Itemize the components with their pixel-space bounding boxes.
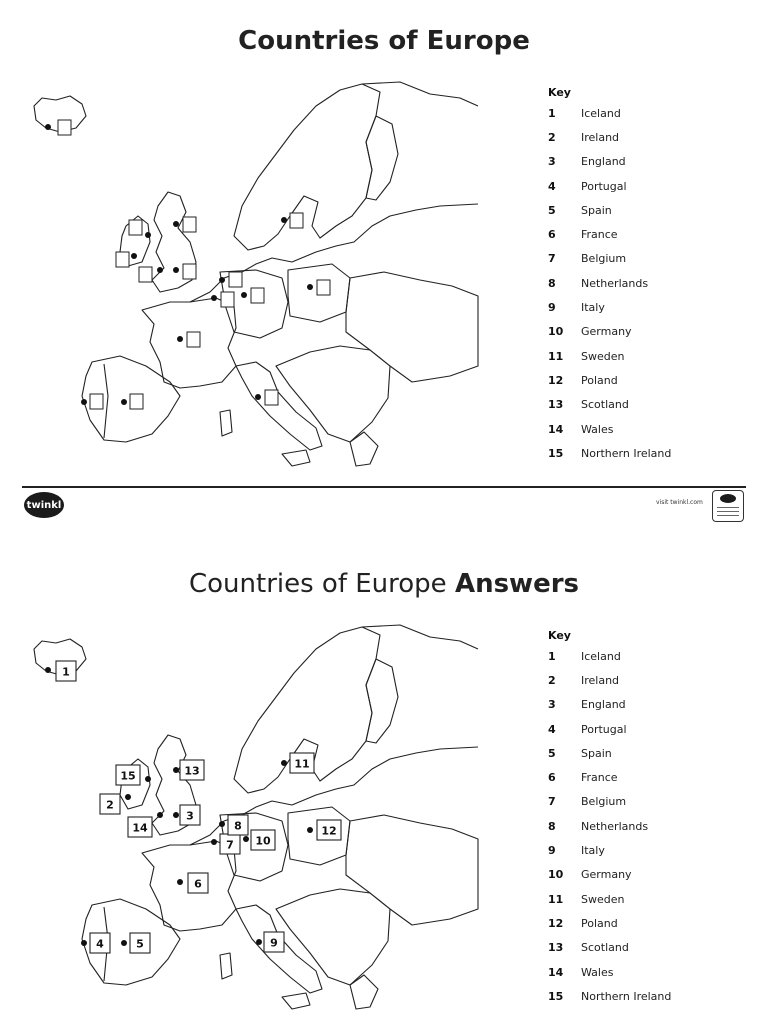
scandinavia-outline — [234, 84, 380, 250]
key-item — [548, 790, 758, 814]
answer-markers — [45, 120, 330, 409]
marker-dot — [125, 794, 131, 800]
map-key — [548, 86, 758, 465]
key-number: 2 — [548, 130, 556, 144]
key-number: 5 — [548, 203, 556, 217]
answer-box — [251, 288, 264, 303]
answer-label: 2 — [106, 798, 114, 812]
key-number: 6 — [548, 228, 556, 242]
key-country: France — [581, 228, 618, 242]
key-number: 14 — [548, 422, 564, 436]
key-country: Portugal — [581, 179, 627, 193]
answer-label: 3 — [186, 809, 194, 823]
key-country: Wales — [581, 422, 614, 436]
marker-dot — [173, 812, 179, 818]
marker-dot — [219, 821, 225, 827]
key-number: 9 — [548, 844, 556, 858]
marker-dot — [45, 667, 51, 673]
marker-dot — [241, 292, 247, 298]
key-item — [548, 198, 758, 222]
key-country: Spain — [581, 746, 612, 760]
marker-dot — [177, 879, 183, 885]
key-number: 5 — [548, 746, 556, 760]
eastern-outline — [346, 272, 478, 382]
twinkl-logo-icon — [24, 492, 64, 518]
key-number: 3 — [548, 155, 556, 169]
key-country: Scotland — [581, 398, 629, 412]
key-item — [548, 125, 758, 149]
answer-label: 5 — [136, 937, 144, 951]
answer-label: 6 — [194, 877, 202, 891]
key-number: 10 — [548, 325, 564, 339]
key-country: Iceland — [581, 106, 621, 120]
key-number: 15 — [548, 989, 564, 1003]
answer-box — [183, 264, 196, 279]
answers-title-plain: Countries of Europe — [188, 569, 447, 599]
key-number: 1 — [548, 649, 556, 663]
key-country: Portugal — [581, 722, 627, 736]
key-number: 6 — [548, 771, 556, 785]
key-number: 13 — [548, 941, 564, 955]
answers-page — [0, 543, 768, 1024]
footer-divider — [22, 486, 746, 488]
europe-map-blank — [20, 66, 490, 476]
answer-label: 12 — [321, 824, 337, 838]
key-item — [548, 295, 758, 319]
key-number: 4 — [548, 722, 556, 736]
answer-box — [229, 272, 242, 287]
marker-dot — [219, 277, 225, 283]
marker-dot — [173, 267, 179, 273]
key-country: Sweden — [581, 349, 625, 363]
key-item — [548, 693, 758, 717]
greece-outline — [350, 432, 378, 466]
key-item — [548, 911, 758, 935]
key-country: Northern Ireland — [581, 446, 672, 460]
key-item — [548, 936, 758, 960]
logo-text: twinkl — [26, 499, 62, 511]
marker-dot — [307, 827, 313, 833]
key-country: Wales — [581, 965, 614, 979]
answer-label: 1 — [62, 665, 70, 679]
key-country: England — [581, 698, 626, 712]
key-country: France — [581, 771, 618, 785]
marker-dot — [281, 760, 287, 766]
answer-label: 7 — [226, 838, 234, 852]
key-item — [548, 838, 758, 862]
key-country: Belgium — [581, 795, 627, 809]
europe-map-answers — [20, 609, 490, 1019]
answer-box — [58, 120, 71, 135]
key-country: Netherlands — [581, 276, 649, 290]
footer-visit-text: visit twinkl.com — [656, 499, 703, 506]
marker-dot — [81, 940, 87, 946]
key-number: 13 — [548, 398, 564, 412]
worksheet-title: Countries of Europe — [238, 26, 530, 56]
key-number: 11 — [548, 349, 564, 363]
key-item — [548, 717, 758, 741]
key-country: England — [581, 155, 626, 169]
key-number: 10 — [548, 868, 564, 882]
answer-box — [139, 267, 152, 282]
quality-badge-icon — [712, 490, 744, 522]
answers-key — [548, 629, 758, 1008]
answer-box — [290, 213, 303, 228]
marker-dot — [45, 124, 51, 130]
key-number: 11 — [548, 892, 564, 906]
answer-label: 4 — [96, 937, 104, 951]
marker-dot — [211, 295, 217, 301]
key-item — [548, 174, 758, 198]
marker-dot — [121, 399, 127, 405]
key-item — [548, 960, 758, 984]
key-country: Ireland — [581, 673, 620, 687]
key-country: Spain — [581, 203, 612, 217]
answer-label: 8 — [234, 819, 242, 833]
answer-box — [183, 217, 196, 232]
marker-dot — [173, 221, 179, 227]
key-number: 12 — [548, 916, 564, 930]
answer-box — [129, 220, 142, 235]
key-item — [548, 393, 758, 417]
marker-dot — [157, 812, 163, 818]
marker-dot — [256, 939, 262, 945]
answer-box — [130, 394, 143, 409]
marker-dot — [211, 839, 217, 845]
answer-label: 10 — [255, 834, 271, 848]
key-item — [548, 741, 758, 765]
key-item — [548, 984, 758, 1008]
worksheet-page — [0, 0, 768, 511]
key-country: Germany — [581, 868, 632, 882]
key-number: 8 — [548, 819, 556, 833]
key-country: Scotland — [581, 941, 629, 955]
answer-box — [187, 332, 200, 347]
key-item — [548, 271, 758, 295]
key-item — [548, 417, 758, 441]
key-country: Netherlands — [581, 819, 649, 833]
answer-box — [265, 390, 278, 405]
key-item — [548, 863, 758, 887]
key-number: 7 — [548, 252, 556, 266]
key-item — [548, 368, 758, 392]
answer-label: 11 — [294, 757, 310, 771]
key-country: Sweden — [581, 892, 625, 906]
key-number: 8 — [548, 276, 556, 290]
key-number: 2 — [548, 673, 556, 687]
key-country: Italy — [581, 301, 605, 315]
key-number: 14 — [548, 965, 564, 979]
answer-label: 13 — [184, 764, 200, 778]
key-heading: Key — [548, 629, 571, 642]
sardinia-outline — [220, 410, 232, 436]
marker-dot — [81, 399, 87, 405]
answer-box — [90, 394, 103, 409]
key-number: 12 — [548, 373, 564, 387]
key-item — [548, 320, 758, 344]
key-number: 1 — [548, 106, 556, 120]
finland-outline — [366, 116, 398, 200]
key-country: Northern Ireland — [581, 989, 672, 1003]
answer-box — [116, 252, 129, 267]
key-item — [548, 222, 758, 246]
key-number: 9 — [548, 301, 556, 315]
key-number: 3 — [548, 698, 556, 712]
key-item — [548, 150, 758, 174]
answer-markers — [45, 661, 341, 953]
marker-dot — [243, 836, 249, 842]
key-item — [548, 765, 758, 789]
answer-box — [317, 280, 330, 295]
marker-dot — [307, 284, 313, 290]
key-item — [548, 887, 758, 911]
key-country: Poland — [581, 916, 618, 930]
key-number: 15 — [548, 446, 564, 460]
marker-dot — [281, 217, 287, 223]
key-item — [548, 644, 758, 668]
key-country: Italy — [581, 844, 605, 858]
key-item — [548, 101, 758, 125]
key-heading: Key — [548, 86, 571, 99]
sicily-outline — [282, 450, 310, 466]
key-number: 7 — [548, 795, 556, 809]
key-item — [548, 441, 758, 465]
key-number: 4 — [548, 179, 556, 193]
marker-dot — [157, 267, 163, 273]
answer-label: 15 — [120, 769, 136, 783]
key-country: Germany — [581, 325, 632, 339]
answer-label: 9 — [270, 936, 278, 950]
marker-dot — [131, 253, 137, 259]
marker-dot — [145, 776, 151, 782]
key-item — [548, 344, 758, 368]
answer-label: 14 — [132, 821, 148, 835]
marker-dot — [145, 232, 151, 238]
key-country: Ireland — [581, 130, 620, 144]
balkans-outline — [276, 346, 390, 442]
marker-dot — [255, 394, 261, 400]
italy-outline — [236, 362, 322, 450]
key-item — [548, 247, 758, 271]
marker-dot — [177, 336, 183, 342]
portugal-border — [104, 364, 108, 438]
key-item — [548, 814, 758, 838]
key-country: Belgium — [581, 252, 627, 266]
answers-title-bold: Answers — [454, 569, 580, 599]
marker-dot — [121, 940, 127, 946]
key-item — [548, 668, 758, 692]
marker-dot — [173, 767, 179, 773]
key-country: Iceland — [581, 649, 621, 663]
answers-title — [0, 569, 768, 599]
answer-box — [221, 292, 234, 307]
key-country: Poland — [581, 373, 618, 387]
